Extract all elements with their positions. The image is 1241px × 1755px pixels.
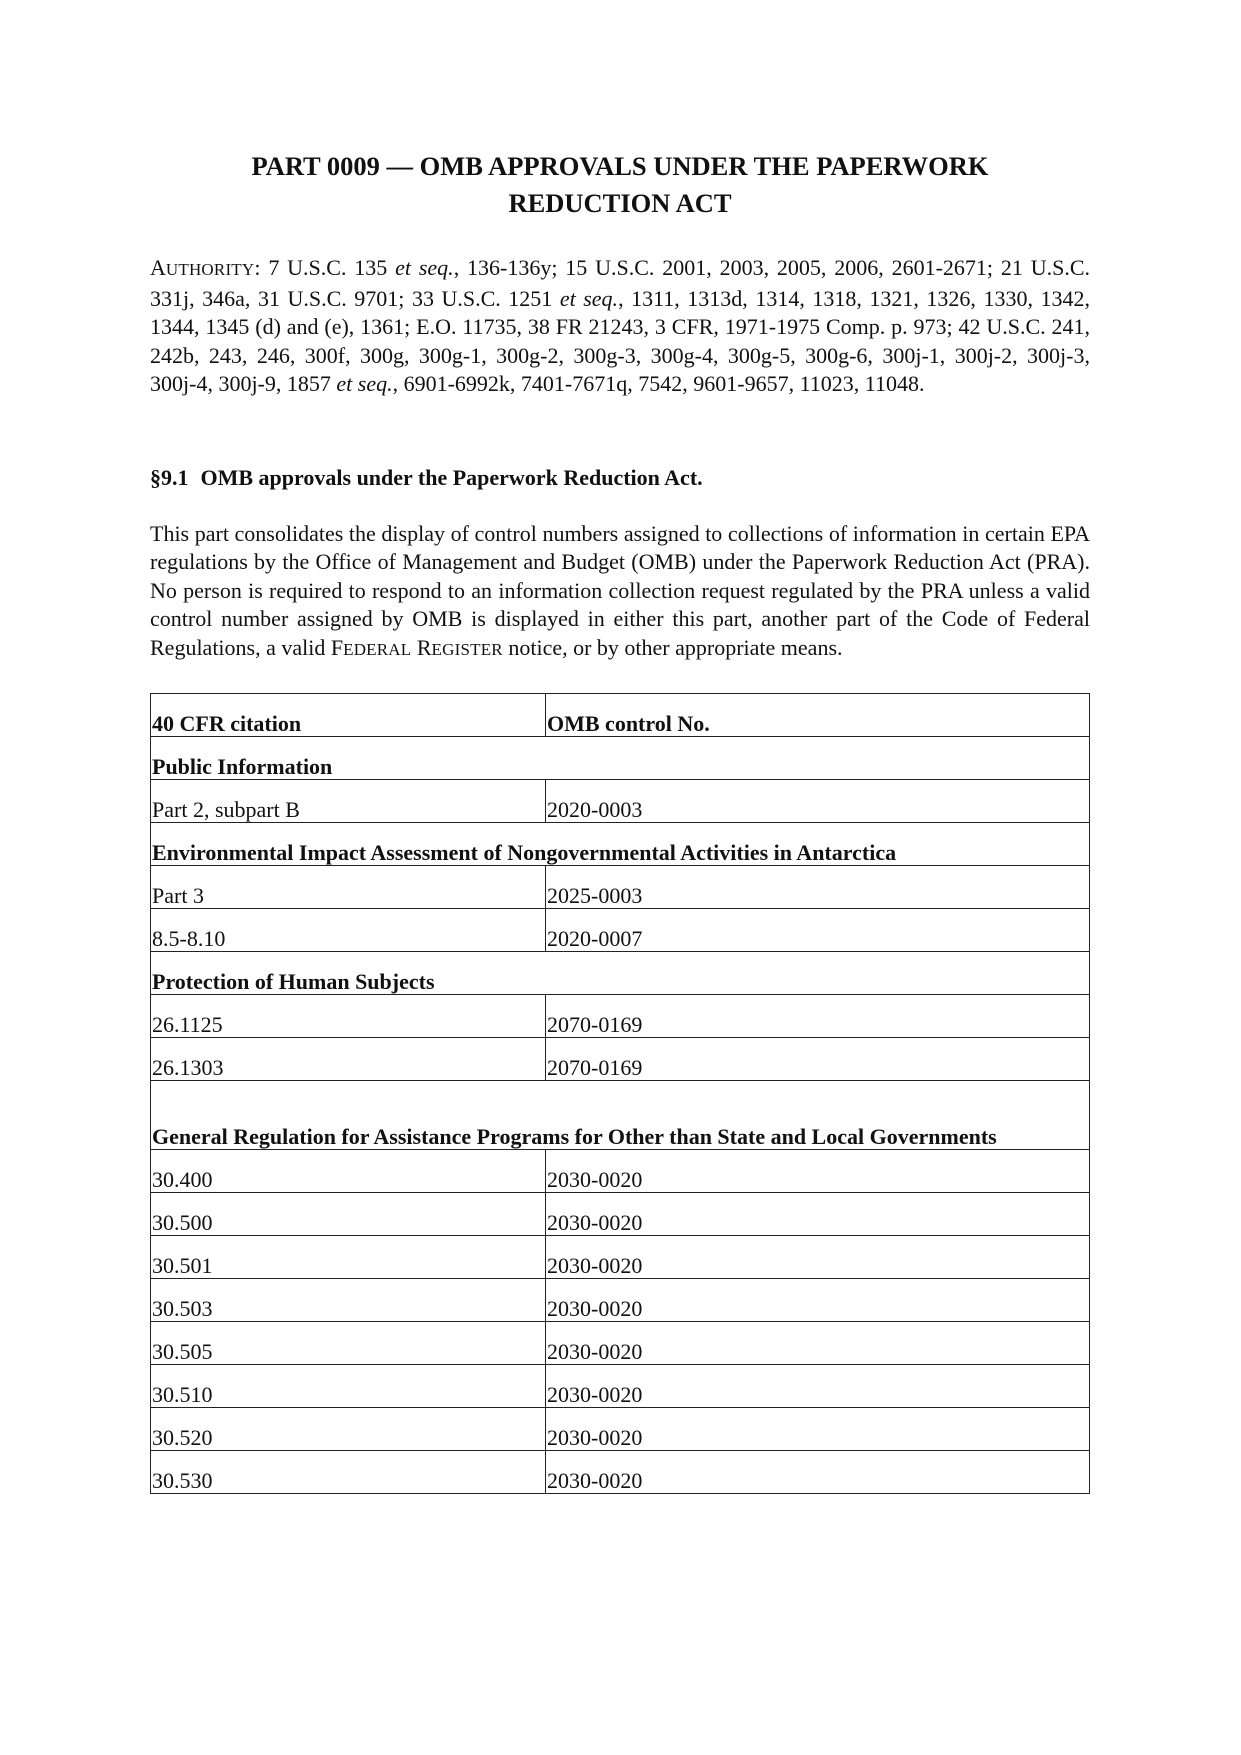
authority-label-colon: : [254, 255, 261, 280]
authority-text-4: , 6901-6992k, 7401-7671q, 7542, 9601-9657, 11023, 11048. [392, 371, 925, 396]
table-group-row [151, 737, 1090, 780]
table-group-row [151, 1081, 1090, 1150]
cfr-citation-cell: Part 3 [151, 866, 546, 909]
section-heading [150, 464, 1090, 492]
table-row [151, 1365, 1090, 1408]
part-title-line-1: PART 0009 — OMB APPROVALS UNDER THE PAPERWORK [251, 151, 989, 181]
register-initial: R [411, 634, 432, 660]
omb-control-cell: 2030-0020 [546, 1279, 1090, 1322]
table-row [151, 1038, 1090, 1081]
section-title: OMB approvals under the Paperwork Reduction Act. [200, 464, 703, 490]
header-omb-control-no: OMB control No. [546, 694, 1090, 737]
authority-et-seq-2: et seq. [559, 285, 619, 311]
omb-control-cell: 2030-0020 [546, 1365, 1090, 1408]
cfr-citation-cell: 30.530 [151, 1451, 546, 1494]
cfr-citation-cell: 8.5-8.10 [151, 909, 546, 952]
cfr-citation-cell: Part 2, subpart B [151, 780, 546, 823]
body-text-2: notice, or by other appropriate means. [502, 634, 843, 660]
part-title-line-2: REDUCTION ACT [508, 188, 732, 218]
omb-control-cell: 2020-0007 [546, 909, 1090, 952]
omb-control-table [150, 693, 1090, 1494]
authority-paragraph [150, 254, 1090, 399]
table-row [151, 1193, 1090, 1236]
table-group-row [151, 952, 1090, 995]
omb-control-cell: 2030-0020 [546, 1193, 1090, 1236]
authority-text-1: 7 U.S.C. 135 [260, 255, 396, 280]
omb-control-cell: 2025-0003 [546, 866, 1090, 909]
cfr-citation-cell: 30.520 [151, 1408, 546, 1451]
table-row [151, 1279, 1090, 1322]
table-row [151, 866, 1090, 909]
group-human-subjects: Protection of Human Subjects [151, 952, 1090, 995]
table-header-row [151, 694, 1090, 737]
table-row [151, 1322, 1090, 1365]
cfr-citation-cell: 30.510 [151, 1365, 546, 1408]
table-row [151, 909, 1090, 952]
group-assistance-programs: General Regulation for Assistance Programs for Other than State and Local Governments [151, 1081, 1090, 1150]
omb-control-cell: 2030-0020 [546, 1236, 1090, 1279]
authority-label-initial: A [150, 255, 166, 280]
federal-register-smallcaps-1: EDERAL [343, 639, 412, 659]
cfr-citation-cell: 26.1303 [151, 1038, 546, 1081]
omb-control-cell: 2030-0020 [546, 1451, 1090, 1494]
section-body-paragraph [150, 520, 1090, 665]
document-page [150, 148, 1090, 1494]
table-row [151, 995, 1090, 1038]
federal-register-initial: F [330, 634, 344, 660]
table-row [151, 1236, 1090, 1279]
table-row [151, 1150, 1090, 1193]
omb-control-cell: 2030-0020 [546, 1150, 1090, 1193]
omb-control-cell: 2030-0020 [546, 1322, 1090, 1365]
section-number: §9.1 [150, 464, 189, 490]
group-antarctica: Environmental Impact Assessment of Nongovernmental Activities in Antarctica [151, 823, 1090, 866]
authority-text-2: , 136-136y; 15 U.S.C. 2001, 2003, 2005, 2006, 2601-2671; 21 U.S.C. 331j, 346a, 31 U.S.C. 9701; 33 U.S.C. 1251 [150, 255, 1091, 311]
omb-control-cell: 2020-0003 [546, 780, 1090, 823]
authority-label-smallcaps: UTHORITY [165, 260, 255, 279]
cfr-citation-cell: 30.505 [151, 1322, 546, 1365]
table-row [151, 780, 1090, 823]
table-row [151, 1408, 1090, 1451]
federal-register-smallcaps-2: EGISTER [431, 639, 503, 659]
part-title [150, 148, 1090, 222]
cfr-citation-cell: 30.503 [151, 1279, 546, 1322]
body-text-1: This part consolidates the display of control numbers assigned to collections of information in certain EPA regulations by the Office of Management and Budget (OMB) under the Paperwork Reduction Act (PRA). No person is required to respond to an information collection request regulated by the PRA unless a valid control number assigned by OMB is displayed in either this part, another part of the Code of Federal Regulations, a valid [150, 520, 1090, 660]
table-group-row [151, 823, 1090, 866]
group-public-information: Public Information [151, 737, 1090, 780]
cfr-citation-cell: 30.501 [151, 1236, 546, 1279]
cfr-citation-cell: 26.1125 [151, 995, 546, 1038]
table-row [151, 1451, 1090, 1494]
omb-control-cell: 2070-0169 [546, 995, 1090, 1038]
omb-control-cell: 2030-0020 [546, 1408, 1090, 1451]
cfr-citation-cell: 30.500 [151, 1193, 546, 1236]
authority-et-seq-1: et seq. [395, 255, 454, 280]
cfr-citation-cell: 30.400 [151, 1150, 546, 1193]
authority-et-seq-3: et seq. [336, 371, 393, 396]
omb-control-cell: 2070-0169 [546, 1038, 1090, 1081]
authority-text-3: , 1311, 1313d, 1314, 1318, 1321, 1326, 1330, 1342, 1344, 1345 (d) and (e), 1361; E.O. 11735, 38 FR 21243, 3 CFR, 1971-1975 Comp. p. 973; 42 U.S.C. 241, 242b, 243, 246, 300f, 300g, 300g-1, 300g-2, 300g-3, 300g-4, 300g-5, 300g-6, 300j-1, 300j-2, 300j-3, 300j-4, 300j-9, 1857 [150, 285, 1090, 396]
header-cfr-citation: 40 CFR citation [151, 694, 546, 737]
